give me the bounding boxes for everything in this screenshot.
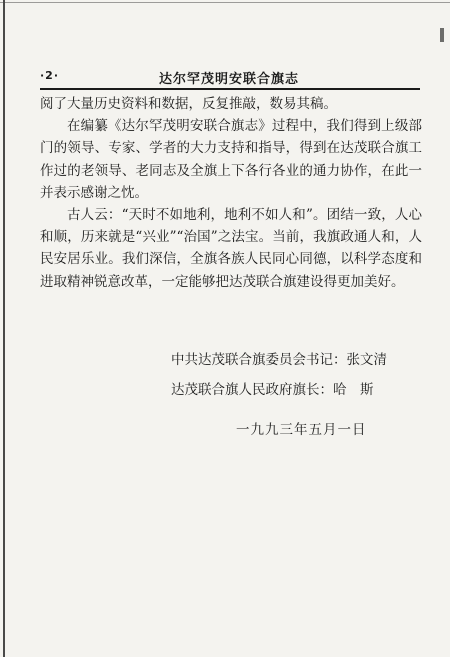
- scan-top-edge: [0, 2, 450, 3]
- paragraph-continuation: 阅了大量历史资料和数据，反复推敲，数易其稿。: [40, 96, 337, 112]
- signature-banner-head: 达茂联合旗人民政府旗长：哈 斯: [171, 382, 374, 398]
- paragraph-acknowledgement: 在编纂《达尔罕茂明安联合旗志》过程中，我们得到上级部门的领导、专家、学者的大力支持和指导，得到在达茂联合旗工作过的老领导、老同志及全旗上下各行各业的通力协作，在此一并表示感谢之忱。: [40, 118, 422, 201]
- date-line: 一九九三年五月一日: [236, 422, 367, 438]
- paragraph-closing: 古人云：“天时不如地利，地利不如人和”。团结一致，人心和顺，历来就是“兴业”“治国”之法宝。当前，我旗政通人和，人民安居乐业。我们深信，全旗各族人民同心同德，以科学态度和进取精神锐意改革，一定能够把达茂联合旗建设得更加美好。: [40, 207, 422, 290]
- page-header: [40, 66, 418, 86]
- scan-left-edge: [3, 0, 5, 657]
- running-title: 达尔罕茂明安联合旗志: [158, 72, 299, 87]
- page-number: ·2·: [40, 69, 60, 82]
- scan-mark: [440, 28, 444, 42]
- signature-party-secretary: 中共达茂联合旗委员会书记：张文清: [171, 352, 387, 368]
- header-rule: [40, 88, 420, 90]
- body-text: [40, 93, 422, 293]
